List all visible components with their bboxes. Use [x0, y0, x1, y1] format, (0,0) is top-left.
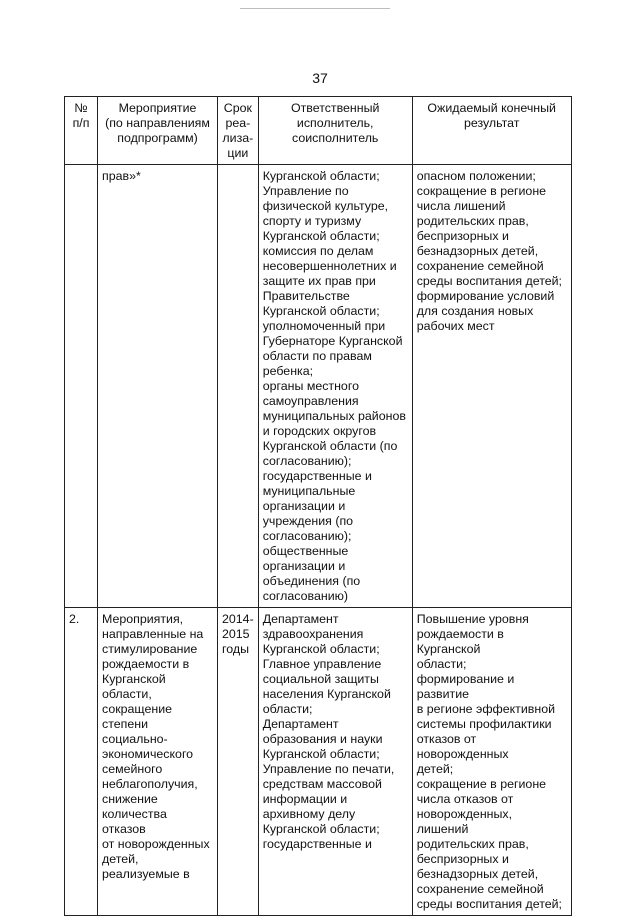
- table-row: [65, 608, 572, 916]
- header-event: Мероприятие (по направлениям подпрограмм): [98, 97, 218, 165]
- row-event: Мероприятия, направленные на стимулирование рождаемости в Курганской области, сокращение степени социально- экономического семейного неблагополучия, снижение количества отказов от новорожденных детей, реализуемые в: [98, 608, 218, 916]
- row-number: [65, 165, 98, 608]
- row-event: прав»*: [98, 165, 218, 608]
- row-responsible: Курганской области; Управление по физической культуре, спорту и туризму Курганской области; комиссия по делам несовершеннолетних и защите их прав при Правительстве Курганской области; уполномоченный при Губернаторе Курганской области по правам ребенка; органы местного самоуправления муниципальных районов и городских округов Курганской области (по согласованию); государственные и муниципальные организации и учреждения (по согласованию); общественные организации и объединения (по согласованию): [258, 165, 412, 608]
- row-responsible: Департамент здравоохранения Курганской области; Главное управление социальной защиты населения Курганской области; Департамент образования и науки Курганской области; Управление по печати, средствам массовой информации и архивному делу Курганской области; государственные и: [258, 608, 412, 916]
- header-result: Ожидаемый конечный результат: [412, 97, 571, 165]
- row-result: опасном положении; сокращение в регионе числа лишений родительских прав, беспризорных и безнадзорных детей, сохранение семейной среды воспитания детей; формирование условий для создания новых рабочих мест: [412, 165, 571, 608]
- table-row: [65, 165, 572, 608]
- header-number: № п/п: [65, 97, 98, 165]
- row-term: 2014- 2015 годы: [218, 608, 259, 916]
- page-number: 37: [312, 70, 328, 86]
- row-term: [218, 165, 259, 608]
- scan-artifact-line: [240, 8, 390, 9]
- measures-table: [64, 96, 572, 916]
- row-number: 2.: [65, 608, 98, 916]
- row-result: Повышение уровня рождаемости в Курганской области; формирование и развитие в регионе эффективной системы профилактики отказов от новорожденных детей; сокращение в регионе числа отказов от новорожденных, лишений родительских прав, беспризорных и безнадзорных детей, сохранение семейной среды воспитания детей;: [412, 608, 571, 916]
- header-term: Срок реа- лиза- ции: [218, 97, 259, 165]
- header-responsible: Ответственный исполнитель, соисполнитель: [258, 97, 412, 165]
- table-header-row: [65, 97, 572, 165]
